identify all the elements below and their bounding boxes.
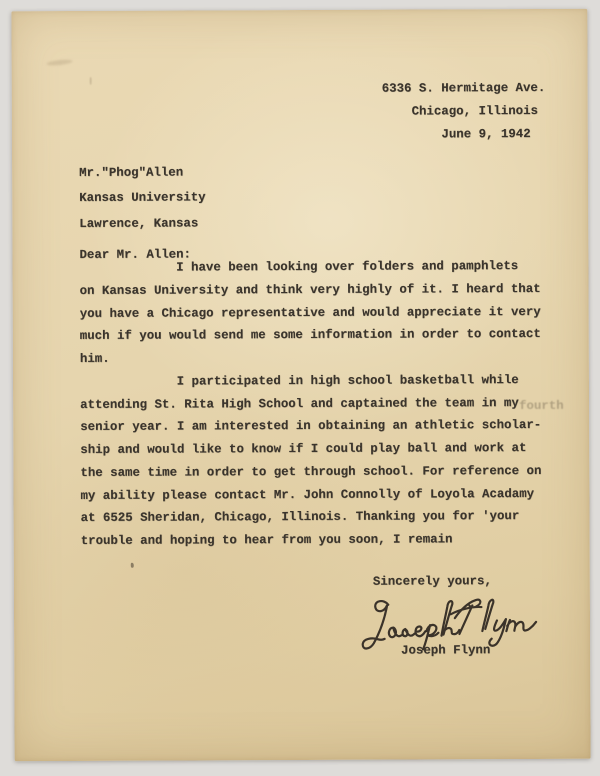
salutation: Dear Mr. Allen: [79, 247, 192, 262]
recipient-address-line: Mr."Phog"Allen [79, 165, 184, 180]
paper-smudge [90, 77, 92, 85]
closing-phrase: Sincerely yours, [372, 574, 492, 589]
sender-address-line: Chicago, Illinois [381, 104, 538, 119]
sender-address-block [382, 77, 546, 147]
recipient-address-block [79, 160, 206, 236]
recipient-address-line: Kansas University [79, 190, 206, 206]
paper-smudge [46, 59, 72, 67]
letter-body-line: much if you would send me some information in order to contact [79, 327, 541, 344]
letter-body-line: ship and would like to know if I could play ball and work at [80, 441, 527, 457]
sender-address-line: June 9, 1942 [381, 127, 531, 143]
letter-body-line: the same time in order to get through school. For reference on [80, 463, 542, 480]
letter-body-line: attending St. Rita High School and captained the team in my [80, 395, 519, 412]
letter-body-line: him. [79, 351, 110, 366]
typed-signature-name: Joseph Flynn [386, 643, 491, 658]
letter-body-line: senior year. I am interested in obtaining an athletic scholar- [80, 418, 542, 435]
letter-body-line: I participated in high school basketball while [79, 372, 519, 389]
letter-body-line: I have been looking over folders and pamphlets [79, 259, 519, 275]
letter-paper [11, 9, 590, 762]
letter-body-line: at 6525 Sheridan, Chicago, Illinois. Thanking you for 'your [80, 509, 520, 526]
recipient-address-line: Lawrence, Kansas [79, 216, 199, 231]
ink-speck [131, 563, 134, 568]
letter-body-line: you have a Chicago representative and would appreciate it very [79, 304, 541, 321]
sender-address-line: 6336 S. Hermitage Ave. [381, 80, 546, 96]
letter-body-line: my ability please contact Mr. John Connolly of Loyola Acadamy [80, 486, 535, 503]
letter-body-line: on Kansas University and think very highly of it. I heard that [79, 281, 541, 298]
letter-body [79, 255, 541, 553]
letter-body-line: trouble and hoping to hear from you soon, I remain [80, 532, 453, 548]
faint-erased-word: fourth [519, 398, 564, 414]
